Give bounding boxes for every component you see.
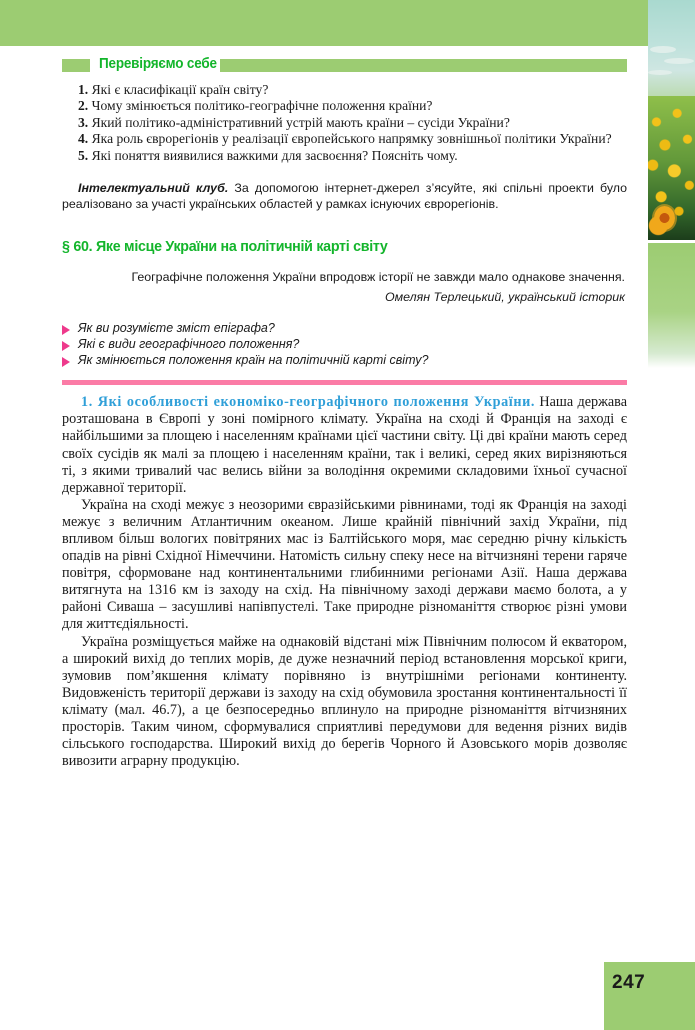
question-item [62,115,627,131]
side-green-gradient-block [648,243,695,368]
question-item [62,148,627,164]
body-subheading: 1. Які особливості економіко-географічного положення України. [81,394,536,411]
body-paragraph-1 [62,394,627,497]
sunflower-field-photo [648,0,695,240]
epigraph [62,269,627,305]
question-number: 3. [78,114,89,130]
pink-divider [62,380,627,385]
lead-in-question-text: Як змінюється положення країн на політичній карті світу? [78,353,429,368]
question-item [62,131,627,147]
epigraph-author: Омелян Терлецький, український історик [385,290,625,305]
lead-in-question-text: Як ви розумієте зміст епіграфа? [78,321,275,336]
photo-sunflower-bloom [654,206,675,230]
arrow-right-icon [62,325,70,335]
body-text [62,394,627,770]
arrow-right-icon [62,357,70,367]
question-item [62,82,627,98]
page-content [62,56,627,770]
lead-in-question-text: Які є види географічного положення? [78,337,300,352]
question-number: 1. [78,82,89,97]
intellectual-club-label: Інтелектуальний клуб. [78,181,229,196]
epigraph-quote: Географічне положення України впродовж історії не завжди мало однакове значення. [131,270,625,285]
rubric-bar-left [62,59,90,72]
photo-cloud [648,70,672,75]
photo-cloud [650,46,676,53]
intellectual-club-paragraph [62,181,627,212]
rubric-header [62,56,627,75]
question-text: Які є класифікації країн світу? [91,82,269,97]
question-text: Яка роль єврорегіонів у реалізації європейського напрямку зовнішньої політики України? [91,131,612,147]
rubric-title: Перевіряємо себе [99,56,217,72]
body-paragraph-3: Україна розміщується майже на однаковій відстані між Північним полюсом й екватором, а широкий вихід до теплих морів, де дуже незначний період встановлення морської криги, зумовив пом’якшення клімату порівняно із внутрішніми регіонами континенту. Видовженість території держави із заходу на схід обумовила зростання континентальності її клімату (мал. 46.7), а це безпосередньо вплинуло на природне різноманіття вітчизняних просторів. Таким чином, сформувалися сприятливі передумови для ведення різних видів сільського господарства. Широкий вихід до берегів Чорного й Азовського морів дозволяє вивозити аграрну продукцію. [62,633,627,770]
section-heading: § 60. Яке місце України на політичній карті світу [62,238,388,256]
lead-in-question-item [62,337,627,352]
body-paragraph-2: Україна на сході межує з неозорими євразійськими рівнинами, тоді як Франція на заході межує з величним Атлантичним океаном. Лише крайній північний захід України, під впливом більш вологих повітряних мас із Балтійського моря, має середню річну кількість опадів на рівні Східної Німеччини. Натомість сильну спеку несе на вітчизняні терени гаряче повітря, сформоване над континентальними глибинними регіонами Азії. Наша держава витягнута на 1316 км із заходу на схід. На північному заході держави маємо болота, а у районі Сиваша – засушливі напівпустелі. Таке природне різноманіття створює різні умови для життєдіяльності. [62,496,627,633]
intellectual-club-text: За допомогою інтернет-джерел з’ясуйте, які спільні проекти було реалізовано за участі українських областей у рамках існуючих єврорегіонів. [62,181,628,211]
photo-cloud [664,58,694,64]
lead-in-question-item [62,321,627,336]
body-paragraph-1-text: Наша держава розташована в Європі у зоні помірного клімату. Україна на сході й Франція на заході є найбільшими за площею і населенням країнами цієї частини світу. Ці дві країни мають серед своїх сусідів як малі за площею і населенням країни, так і великі, серед яких вирізняються ті, з якими тривалий час велись війни за володіння окремими складовими їхньої сучасної державної території. [62,394,627,496]
question-number: 2. [78,98,89,114]
arrow-right-icon [62,341,70,351]
top-green-band [0,0,648,46]
question-text: Які поняття виявилися важкими для засвоєння? Поясніть чому. [91,147,458,163]
self-check-question-list [62,82,627,164]
lead-in-question-item [62,353,627,368]
question-number: 4. [78,131,89,147]
lead-in-question-list [62,321,627,368]
question-number: 5. [78,147,89,163]
question-item [62,98,627,114]
rubric-bar-right [220,59,627,72]
page-number: 247 [612,972,646,993]
question-text: Чому змінюється політико-географічне положення країни? [91,98,433,114]
question-text: Який політико-адміністративний устрій мають країни – сусіди України? [91,114,510,130]
